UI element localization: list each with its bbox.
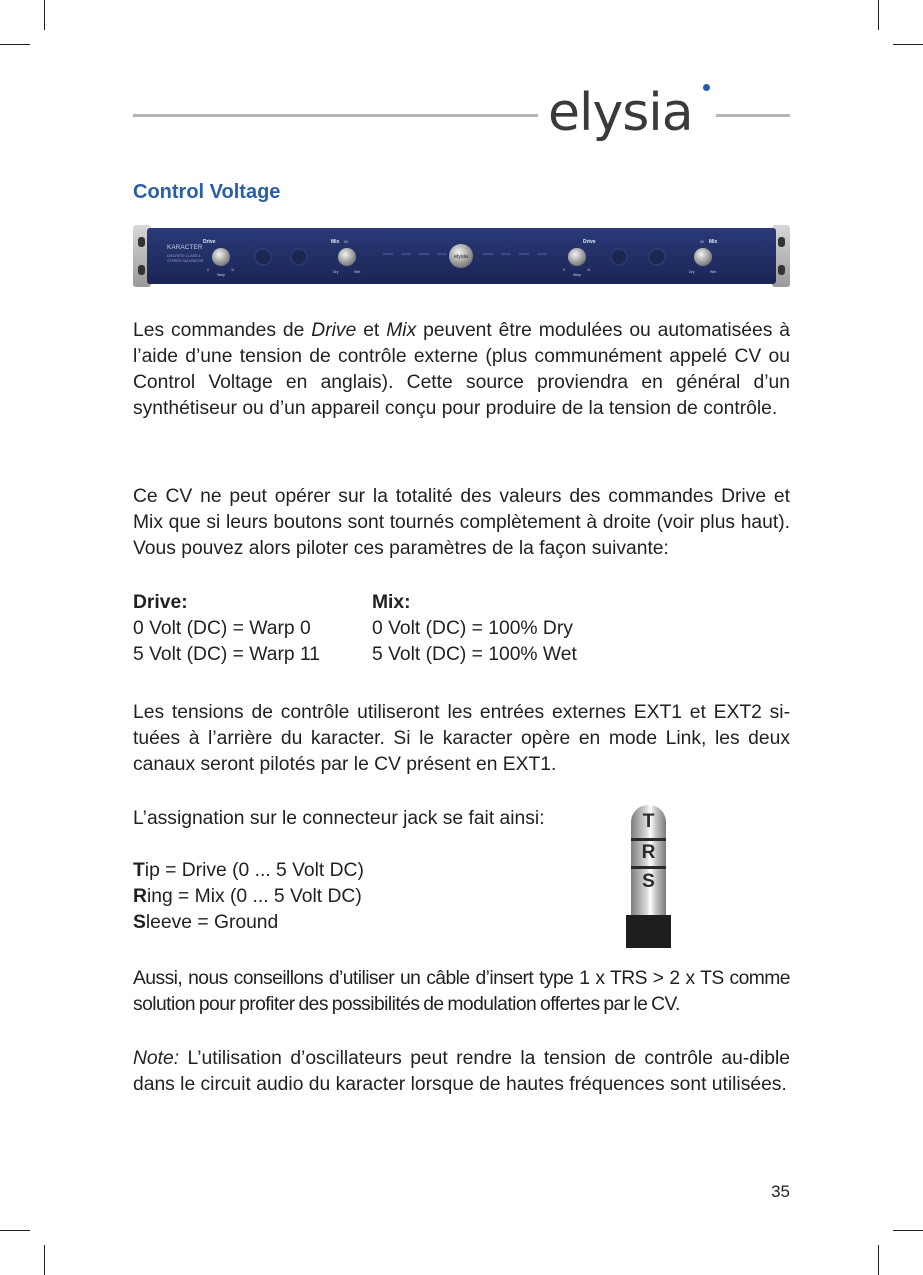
drive-knob-left (212, 248, 230, 266)
crop-mark (893, 1230, 923, 1231)
note-label: Note: (133, 1048, 180, 1069)
switch-indicator (501, 253, 511, 255)
trs-ring-separator (631, 866, 666, 869)
section-title: Control Voltage (133, 181, 281, 203)
paragraph-intro: Les commandes de Drive et Mix peuvent être modulées ou automatisées à l’aide d’une tension de contrôle externe (plus communément appelé CV ou Control Voltage en anglais). Cette source proviendra en général d’un synthétiseur ou d’un appareil conçu pour produire de la tension de contrôle. (133, 320, 790, 419)
page-number: 35 (771, 1182, 790, 1201)
mix-dry-left: Dry (333, 270, 339, 274)
switch-indicator (519, 253, 529, 255)
paragraph-note: Note: L’utilisation d’oscillateurs peut rendre la tension de contrôle au-dible dans le circuit audio du karacter lorsque de hautes fréquences sont utilisées. (133, 1048, 790, 1095)
scale-0-right: 0 (563, 268, 565, 272)
drive-label-left: Drive (203, 239, 216, 245)
brand-logo: elysia (548, 83, 693, 143)
switch-indicator (383, 253, 393, 255)
knob-dim (255, 249, 271, 265)
mix-label-right: Mix (709, 239, 718, 245)
crop-mark (878, 0, 879, 30)
rack-screw-hole (778, 265, 785, 275)
drive-mapping (133, 590, 320, 668)
device-subtitle-1: DISCRETE CLASS A (167, 254, 201, 258)
mix-knob-right (694, 248, 712, 266)
rack-screw-hole (778, 237, 785, 247)
switch-indicator (537, 253, 547, 255)
brand-logo-dot (703, 84, 710, 91)
mix-row: 0 Volt (DC) = 100% Dry (372, 618, 573, 639)
switch-indicator (437, 253, 447, 255)
trs-jack-base (626, 915, 671, 948)
crop-mark (44, 1245, 45, 1275)
crop-mark (44, 0, 45, 30)
drive-row: 0 Volt (DC) = Warp 0 (133, 618, 311, 639)
paragraph-cable: Aussi, nous conseillons d’utiliser un câble d’insert type 1 x TRS > 2 x TS comme solution pour profiter des possibilités de modulation offertes par le CV. (133, 968, 790, 1015)
trs-jack-diagram (626, 805, 671, 948)
switch-indicator (483, 253, 493, 255)
trs-sleeve-label: S (642, 871, 655, 892)
mix-row: 5 Volt (DC) = 100% Wet (372, 644, 577, 665)
mix-mid-left: 50 (344, 240, 348, 244)
jack-sleeve-row: Sleeve = Ground (133, 912, 279, 933)
drive-heading: Drive: (133, 592, 188, 613)
warp-label-right: Warp (573, 273, 582, 277)
mix-mid-right: 50 (700, 240, 704, 244)
crop-mark (878, 1245, 879, 1275)
mix-wet-left: Wet (354, 270, 361, 274)
drive-term: Drive (311, 320, 357, 341)
mix-label-left: Mix (331, 239, 340, 245)
switch-indicator (419, 253, 429, 255)
scale-11-left: 11 (231, 268, 235, 272)
mix-heading: Mix: (372, 592, 411, 613)
drive-row: 5 Volt (DC) = Warp 11 (133, 644, 320, 665)
header-rule-left (133, 114, 538, 117)
jack-tip-row: Tip = Drive (0 ... 5 Volt DC) (133, 860, 364, 881)
drive-label-right: Drive (583, 239, 596, 245)
drive-knob-right (568, 248, 586, 266)
header-rule-right (716, 114, 790, 117)
rack-screw-hole (138, 237, 145, 247)
device-model-label: KARACTER (167, 244, 203, 251)
mix-dry-right: Dry (689, 270, 695, 274)
jack-ring-row: Ring = Mix (0 ... 5 Volt DC) (133, 886, 362, 907)
knob-dim (291, 249, 307, 265)
mix-wet-right: Wet (710, 270, 717, 274)
paragraph-inputs: Les tensions de contrôle utiliseront les entrées externes EXT1 et EXT2 si-tuées à l’arrière du karacter. Si le karacter opère en mode Link, les deux canaux seront pilotés par le CV présent en EXT1. (133, 702, 790, 775)
paragraph-assignment: L’assignation sur le connecteur jack se fait ainsi: (133, 808, 545, 829)
trs-ring-label: R (641, 842, 656, 863)
knob-dim (611, 249, 627, 265)
crop-mark (0, 1230, 30, 1231)
crop-mark (0, 44, 30, 45)
mix-knob-left (338, 248, 356, 266)
scale-11-right: 11 (587, 268, 591, 272)
knob-dim (649, 249, 665, 265)
switch-indicator (401, 253, 411, 255)
mix-term: Mix (386, 320, 417, 341)
crop-mark (893, 44, 923, 45)
center-logo-text: elysia (453, 254, 469, 260)
scale-0-left: 0 (207, 268, 209, 272)
mix-mapping (372, 590, 577, 668)
trs-tip-label: T (642, 811, 655, 832)
device-subtitle-2: STEREO SATURATOR (167, 259, 204, 263)
paragraph-range: Ce CV ne peut opérer sur la totalité des valeurs des commandes Drive et Mix que si leurs boutons sont tournés complètement à droite (voir plus haut). Vous pouvez alors piloter ces paramètres de la façon suivante: (133, 486, 790, 559)
trs-ring-separator (631, 838, 666, 841)
jack-assignment-list (133, 858, 364, 936)
rack-screw-hole (138, 265, 145, 275)
warp-label-left: Warp (217, 273, 226, 277)
device-front-panel (133, 225, 790, 287)
